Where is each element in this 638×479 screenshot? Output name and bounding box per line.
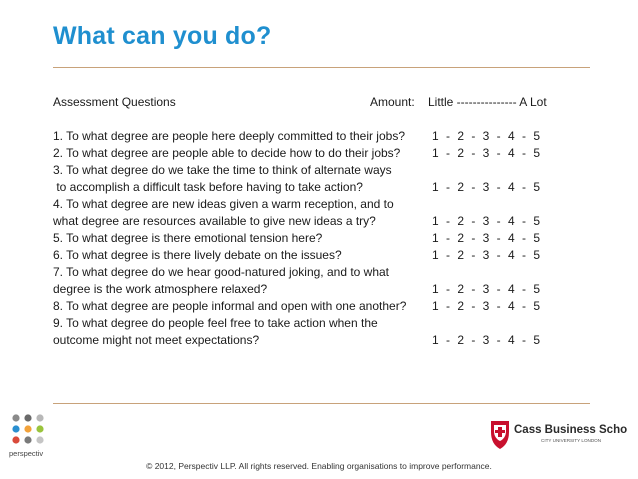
cass-school-name: Cass Business School: [514, 424, 627, 436]
question-text: 5. To what degree is there emotional tension here?: [53, 231, 323, 245]
rating-scale: 1 - 2 - 3 - 4 - 5: [432, 129, 541, 143]
question-text: 8. To what degree are people informal and open with one another?: [53, 299, 407, 313]
question-line: [53, 264, 590, 281]
question-line: [53, 196, 590, 213]
rating-scale: 1 - 2 - 3 - 4 - 5: [432, 214, 541, 228]
question-text: what degree are resources available to give new ideas a try?: [53, 214, 376, 228]
question-line: [53, 281, 590, 298]
question-line: [53, 162, 590, 179]
question-line: [53, 230, 590, 247]
rating-scale: 1 - 2 - 3 - 4 - 5: [432, 333, 541, 347]
question-line: [53, 128, 590, 145]
header-scale: Little --------------- A Lot: [428, 95, 547, 109]
question-text: 2. To what degree are people able to decide how to do their jobs?: [53, 146, 401, 160]
slide-title: What can you do?: [53, 22, 272, 50]
question-text: to accomplish a difficult task before having to take action?: [53, 180, 363, 194]
cass-university-name: CITY UNIVERSITY LONDON: [541, 438, 602, 443]
question-text: 3. To what degree do we take the time to think of alternate ways: [53, 163, 392, 177]
question-line: [53, 332, 590, 349]
rating-scale: 1 - 2 - 3 - 4 - 5: [432, 180, 541, 194]
perspectiv-wordmark: perspectiv: [9, 449, 44, 458]
copyright-footer: © 2012, Perspectiv LLP. All rights reserved. Enabling organisations to improve performance.: [146, 461, 492, 471]
rating-scale: 1 - 2 - 3 - 4 - 5: [432, 231, 541, 245]
question-text: 1. To what degree are people here deeply committed to their jobs?: [53, 129, 405, 143]
question-line: [53, 298, 590, 315]
rating-scale: 1 - 2 - 3 - 4 - 5: [432, 299, 541, 313]
top-divider: [53, 67, 590, 68]
perspectiv-dots-icon: [9, 412, 49, 462]
question-line: [53, 247, 590, 264]
question-line: [53, 179, 590, 196]
question-text: degree is the work atmosphere relaxed?: [53, 282, 268, 296]
header-amount: Amount:: [370, 95, 415, 109]
cass-crest-icon: [487, 417, 627, 451]
rating-scale: 1 - 2 - 3 - 4 - 5: [432, 248, 541, 262]
perspectiv-logo: [9, 412, 49, 467]
question-line: [53, 145, 590, 162]
question-text: 4. To what degree are new ideas given a warm reception, and to: [53, 197, 394, 211]
question-text: 7. To what degree do we hear good-natured joking, and to what: [53, 265, 390, 279]
rating-scale: 1 - 2 - 3 - 4 - 5: [432, 282, 541, 296]
question-text: 9. To what degree do people feel free to take action when the: [53, 316, 378, 330]
question-text: outcome might not meet expectations?: [53, 333, 260, 347]
question-text: 6. To what degree is there lively debate on the issues?: [53, 248, 342, 262]
cass-business-school-logo: [487, 417, 627, 456]
bottom-divider: [53, 403, 590, 404]
question-line: [53, 213, 590, 230]
header-assessment-questions: Assessment Questions: [53, 95, 176, 109]
question-list: [53, 128, 590, 349]
question-line: [53, 315, 590, 332]
rating-scale: 1 - 2 - 3 - 4 - 5: [432, 146, 541, 160]
